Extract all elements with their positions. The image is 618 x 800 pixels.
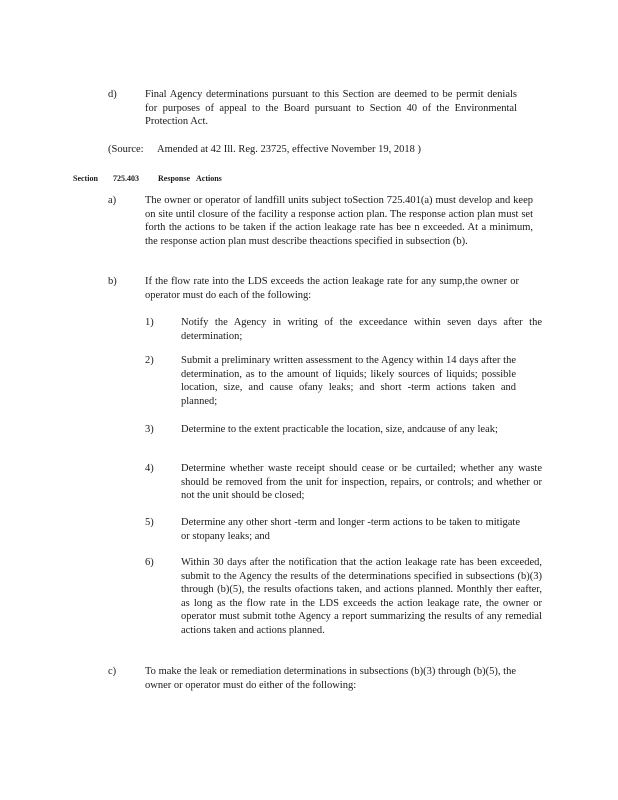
list-item-label: 1) <box>145 317 154 328</box>
source-note: Amended at 42 Ill. Reg. 23725, effective November 19, 2018 ) <box>157 144 421 155</box>
list-item-text: Determine to the extent practicable the location, size, andcause of any leak; <box>181 424 498 435</box>
list-item-text: Within 30 days after the notification that the action leakage rate has been exceeded, submit to the Agency the results of the determinations specified in subsections (b)(3) through (b)(5), the results ofactions taken, and actions planned. Monthly ther eafter, as long as the flow rate in the LDS exceeds the action leakage rate, the owner or operator must submit tothe Agency a report summarizing the results of any remedial actions taken and actions planned. <box>181 557 542 636</box>
section-title-word: Actions <box>196 174 222 183</box>
paragraph-text: To make the leak or remediation determinations in subsections (b)(3) through (b)(5), the owner or operator must do either of the following: <box>145 666 516 691</box>
section-heading-word: Section <box>73 174 98 183</box>
list-item-label: 2) <box>145 355 154 366</box>
paragraph-label: d) <box>108 89 117 100</box>
list-item-text: Submit a preliminary written assessment to the Agency within 14 days after the determination, as to the amount of liquids; likely sources of liquids; possible location, size, and cause ofany leaks; and short -term actions taken and planned; <box>181 355 516 407</box>
section-title-word: Response <box>158 174 191 183</box>
paragraph-label: a) <box>108 195 117 206</box>
list-item-label: 5) <box>145 517 154 528</box>
section-number: 725.403 <box>113 174 139 183</box>
list-item-text: Determine any other short -term and longer -term actions to be taken to mitigate or stopany leaks; and <box>181 517 520 542</box>
paragraph-label: b) <box>108 276 117 287</box>
list-item-text: Determine whether waste receipt should cease or be curtailed; whether any waste should be removed from the unit for inspection, repairs, or controls; and whether or not the unit should be closed; <box>181 463 542 502</box>
list-item-text: Notify the Agency in writing of the exceedance within seven days after the determination; <box>181 317 542 342</box>
paragraph-text: Final Agency determinations pursuant to this Section are deemed to be permit denials for purposes of appeal to the Board pursuant to Section 40 of the Environmental Protection Act. <box>145 89 517 128</box>
paragraph-text: The owner or operator of landfill units subject toSection 725.401(a) must develop and keep on site until closure of the facility a response action plan. The response action plan must set forth the actions to be taken if the action leakage rate has bee n exceeded. At a minimum, the response action plan must describe theactions specified in subsection (b). <box>145 195 533 247</box>
list-item-label: 3) <box>145 424 154 435</box>
list-item-label: 4) <box>145 463 154 474</box>
source-label: (Source: <box>108 144 144 155</box>
paragraph-text: If the flow rate into the LDS exceeds the action leakage rate for any sump,the owner or operator must do each of the following: <box>145 276 519 301</box>
list-item-label: 6) <box>145 557 154 568</box>
paragraph-label: c) <box>108 666 117 677</box>
